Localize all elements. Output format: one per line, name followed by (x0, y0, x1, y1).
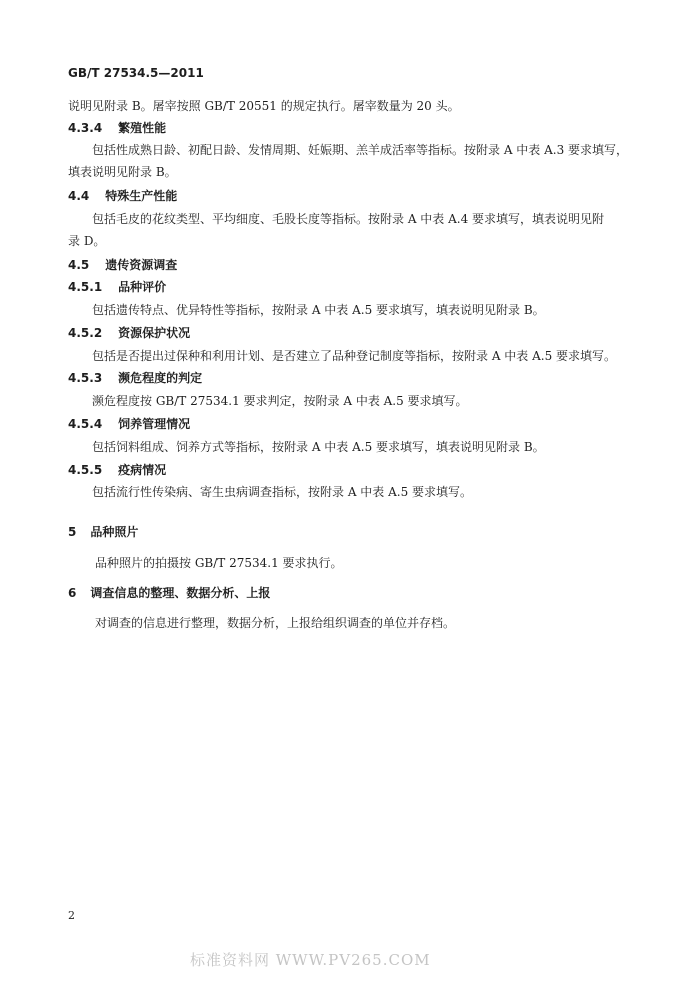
clause-body-line: 包括饲料组成、饲养方式等指标，按附录 A 中表 A.5 要求填写，填表说明见附录 B。 (92, 440, 545, 454)
clause-number: 4.5.1 (68, 280, 103, 294)
watermark: 标准资料网 WWW.PV265.COM (190, 951, 431, 969)
clause-body-line: 包括毛皮的花纹类型、平均细度、毛股长度等指标。按附录 A 中表 A.4 要求填写，填表说明见附 (92, 212, 605, 226)
clause-heading-4-5-3 (68, 371, 202, 385)
clause-body-line: 录 D。 (68, 234, 106, 248)
clause-number: 4.5.2 (68, 326, 103, 340)
clause-number: 4.3.4 (68, 121, 103, 135)
clause-number: 4.5 (68, 258, 90, 272)
section-heading-5 (68, 525, 138, 539)
clause-title: 疫病情况 (118, 463, 167, 477)
clause-body-line: 包括流行性传染病、寄生虫病调查指标，按附录 A 中表 A.5 要求填写。 (92, 485, 473, 499)
clause-title: 遗传资源调查 (105, 258, 178, 272)
clause-number: 4.5.5 (68, 463, 103, 477)
section-title: 调查信息的整理、数据分析、上报 (90, 586, 271, 600)
page-number: 2 (68, 909, 75, 922)
section-number: 6 (68, 586, 77, 600)
clause-heading-4-5-4 (68, 417, 190, 431)
clause-heading-4-5-1 (68, 280, 166, 294)
section-number: 5 (68, 525, 77, 539)
clause-title: 特殊生产性能 (105, 189, 178, 203)
section-body-line: 对调查的信息进行整理，数据分析，上报给组织调查的单位并存档。 (95, 616, 456, 630)
continuation-text: 说明见附录 B。屠宰按照 GB/T 20551 的规定执行。屠宰数量为 20 头。 (68, 99, 460, 113)
clause-body-line: 包括是否提出过保种和利用计划、是否建立了品种登记制度等指标，按附录 A 中表 A.5 要求填写。 (92, 349, 617, 363)
clause-title: 繁殖性能 (118, 121, 167, 135)
standard-code: GB/T 27534.5—2011 (68, 66, 204, 80)
clause-body-line: 包括性成熟日龄、初配日龄、发情周期、妊娠期、羔羊成活率等指标。按附录 A 中表 A.3 要求填写， (92, 143, 629, 157)
clause-title: 濒危程度的判定 (118, 371, 203, 385)
clause-body-line: 包括遗传特点、优异特性等指标，按附录 A 中表 A.5 要求填写，填表说明见附录 B。 (92, 303, 545, 317)
section-heading-6 (68, 586, 270, 600)
clause-body-line: 濒危程度按 GB/T 27534.1 要求判定，按附录 A 中表 A.5 要求填写。 (92, 394, 468, 408)
clause-heading-4-5-5 (68, 463, 166, 477)
clause-title: 品种评价 (118, 280, 167, 294)
section-body-line: 品种照片的拍摄按 GB/T 27534.1 要求执行。 (95, 556, 343, 570)
clause-heading-4-5 (68, 258, 177, 272)
clause-heading-4-5-2 (68, 326, 190, 340)
clause-heading-4-3-4 (68, 121, 166, 135)
clause-title: 资源保护状况 (118, 326, 191, 340)
section-title: 品种照片 (90, 525, 139, 539)
clause-heading-4-4 (68, 189, 177, 203)
clause-title: 饲养管理情况 (118, 417, 191, 431)
clause-body-line: 填表说明见附录 B。 (68, 165, 177, 179)
clause-number: 4.5.4 (68, 417, 103, 431)
clause-number: 4.4 (68, 189, 90, 203)
clause-number: 4.5.3 (68, 371, 103, 385)
